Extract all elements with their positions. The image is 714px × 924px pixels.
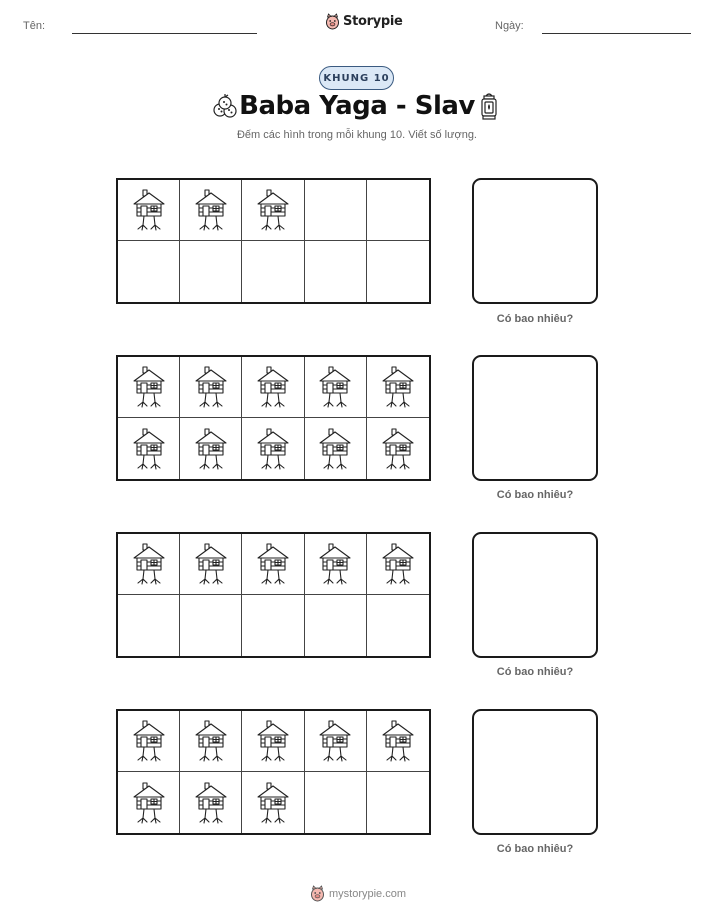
frame-cell	[367, 357, 429, 418]
ten-frame-2	[116, 355, 431, 481]
frame-cell	[242, 595, 304, 656]
frame-cell	[305, 357, 367, 418]
how-many-label-1: Có bao nhiêu?	[496, 313, 574, 325]
frame-cell	[367, 534, 429, 595]
hut-on-chicken-legs-icon	[131, 781, 167, 825]
frame-cell	[180, 180, 242, 241]
ten-frame-badge: KHUNG 10	[319, 66, 394, 90]
hut-on-chicken-legs-icon	[131, 365, 167, 409]
how-many-label-2: Có bao nhiêu?	[496, 489, 574, 501]
hut-on-chicken-legs-icon	[193, 365, 229, 409]
hut-on-chicken-legs-icon	[131, 542, 167, 586]
frame-cell	[305, 534, 367, 595]
hut-on-chicken-legs-icon	[255, 781, 291, 825]
hut-on-chicken-legs-icon	[255, 719, 291, 763]
frame-cell	[118, 711, 180, 772]
frame-cell	[180, 357, 242, 418]
frame-cell	[367, 595, 429, 656]
frame-cell	[180, 711, 242, 772]
frame-cell	[242, 357, 304, 418]
frame-cell	[180, 534, 242, 595]
hut-on-chicken-legs-icon	[255, 427, 291, 471]
frame-cell	[367, 180, 429, 241]
hut-on-chicken-legs-icon	[380, 365, 416, 409]
frame-cell	[180, 595, 242, 656]
answer-box-1[interactable]	[472, 178, 598, 304]
how-many-label-4: Có bao nhiêu?	[496, 843, 574, 855]
brand-name: Storypie	[343, 14, 403, 29]
page-title: Baba Yaga - Slav	[239, 91, 475, 121]
frame-cell	[242, 180, 304, 241]
frame-cell	[118, 772, 180, 833]
frame-cell	[242, 711, 304, 772]
pig-mascot-icon	[310, 885, 325, 902]
hut-on-chicken-legs-icon	[255, 188, 291, 232]
frame-cell	[118, 241, 180, 302]
date-line[interactable]	[542, 33, 691, 34]
frame-cell	[367, 772, 429, 833]
hut-on-chicken-legs-icon	[193, 719, 229, 763]
frame-cell	[305, 241, 367, 302]
date-label: Ngày:	[495, 20, 524, 32]
frame-cell	[242, 534, 304, 595]
footer-url[interactable]: mystorypie.com	[329, 887, 407, 900]
frame-cell	[367, 241, 429, 302]
hut-on-chicken-legs-icon	[317, 719, 353, 763]
instructions: Đếm các hình trong mỗi khung 10. Viết số lượng.	[236, 129, 477, 141]
frame-cell	[242, 418, 304, 479]
frame-cell	[180, 772, 242, 833]
frame-cell	[118, 534, 180, 595]
name-line[interactable]	[72, 33, 257, 34]
frame-cell	[242, 772, 304, 833]
frame-cell	[118, 357, 180, 418]
frame-cell	[367, 418, 429, 479]
hut-on-chicken-legs-icon	[380, 427, 416, 471]
frame-cell	[305, 595, 367, 656]
hut-on-chicken-legs-icon	[193, 188, 229, 232]
hut-on-chicken-legs-icon	[380, 719, 416, 763]
name-label: Tên:	[23, 20, 46, 32]
frame-cell	[305, 418, 367, 479]
hut-on-chicken-legs-icon	[131, 427, 167, 471]
answer-box-4[interactable]	[472, 709, 598, 835]
frame-cell	[118, 180, 180, 241]
footer	[310, 885, 406, 902]
hut-on-chicken-legs-icon	[131, 719, 167, 763]
ten-frame-1	[116, 178, 431, 304]
ten-frame-4	[116, 709, 431, 835]
ten-frame-3	[116, 532, 431, 658]
lantern-icon	[478, 92, 500, 122]
hut-on-chicken-legs-icon	[317, 542, 353, 586]
frame-cell	[305, 711, 367, 772]
frame-cell	[118, 595, 180, 656]
hut-on-chicken-legs-icon	[380, 542, 416, 586]
brand-logo	[325, 13, 403, 30]
frame-cell	[305, 180, 367, 241]
frame-cell	[118, 418, 180, 479]
pig-mascot-icon	[325, 13, 340, 30]
hut-on-chicken-legs-icon	[131, 188, 167, 232]
answer-box-2[interactable]	[472, 355, 598, 481]
frame-cell	[242, 241, 304, 302]
answer-box-3[interactable]	[472, 532, 598, 658]
frame-cell	[180, 418, 242, 479]
hut-on-chicken-legs-icon	[317, 365, 353, 409]
hut-on-chicken-legs-icon	[317, 427, 353, 471]
hut-on-chicken-legs-icon	[255, 365, 291, 409]
frame-cell	[367, 711, 429, 772]
frame-cell	[305, 772, 367, 833]
hut-on-chicken-legs-icon	[193, 542, 229, 586]
hut-on-chicken-legs-icon	[193, 427, 229, 471]
hut-on-chicken-legs-icon	[193, 781, 229, 825]
frame-cell	[180, 241, 242, 302]
hut-on-chicken-legs-icon	[255, 542, 291, 586]
how-many-label-3: Có bao nhiêu?	[496, 666, 574, 678]
